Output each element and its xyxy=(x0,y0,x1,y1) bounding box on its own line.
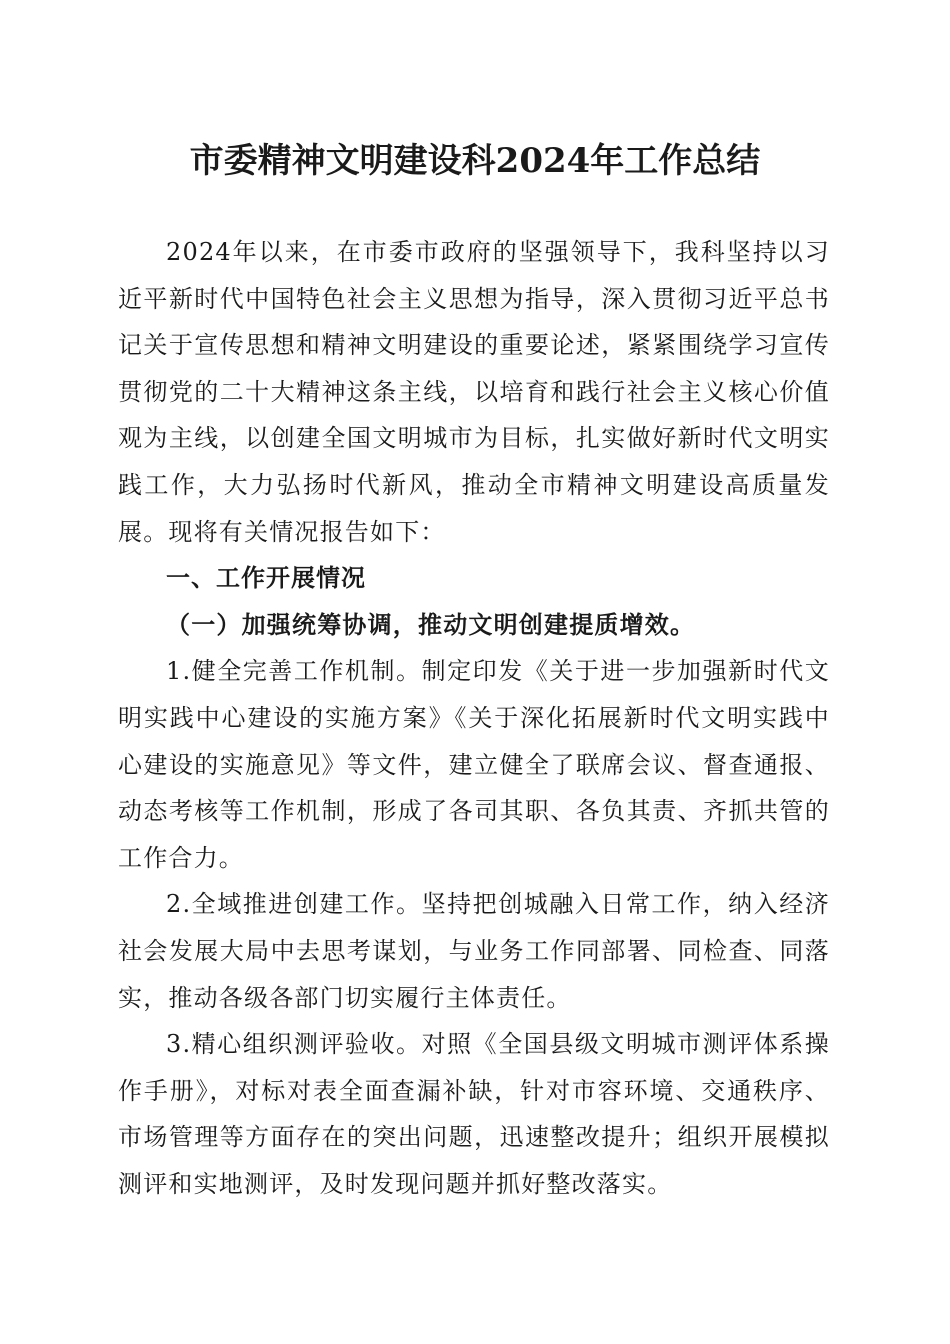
document-title: 市委精神文明建设科2024年工作总结 xyxy=(189,141,761,181)
document-body xyxy=(118,229,830,1207)
intro-paragraph: 2024年以来，在市委市政府的坚强领导下，我科坚持以习近平新时代中国特色社会主义思想为指导，深入贯彻习近平总书记关于宣传思想和精神文明建设的重要论述，紧紧围绕学习宣传贯彻党的二十大精神这条主线，以培育和践行社会主义核心价值观为主线，以创建全国文明城市为目标，扎实做好新时代文明实践工作，大力弘扬时代新风，推动全市精神文明建设高质量发展。现将有关情况报告如下： xyxy=(118,238,830,546)
item-paragraph-2: 2.全域推进创建工作。坚持把创城融入日常工作，纳入经济社会发展大局中去思考谋划，与业务工作同部署、同检查、同落实，推动各级各部门切实履行主体责任。 xyxy=(118,890,830,1012)
item-paragraph-3: 3.精心组织测评验收。对照《全国县级文明城市测评体系操作手册》，对标对表全面查漏补缺，针对市容环境、交通秩序、市场管理等方面存在的突出问题，迅速整改提升；组织开展模拟测评和实地测评，及时发现问题并抓好整改落实。 xyxy=(118,1030,830,1198)
section-heading: 一、工作开展情况 xyxy=(166,564,366,593)
subsection-heading: （一）加强统筹协调，推动文明创建提质增效。 xyxy=(166,609,696,639)
item-paragraph-1: 1.健全完善工作机制。制定印发《关于进一步加强新时代文明实践中心建设的实施方案》《关于深化拓展新时代文明实践中心建设的实施意见》等文件，建立健全了联席会议、督查通报、动态考核等工作机制，形成了各司其职、各负其责、齐抓共管的工作合力。 xyxy=(118,657,830,872)
